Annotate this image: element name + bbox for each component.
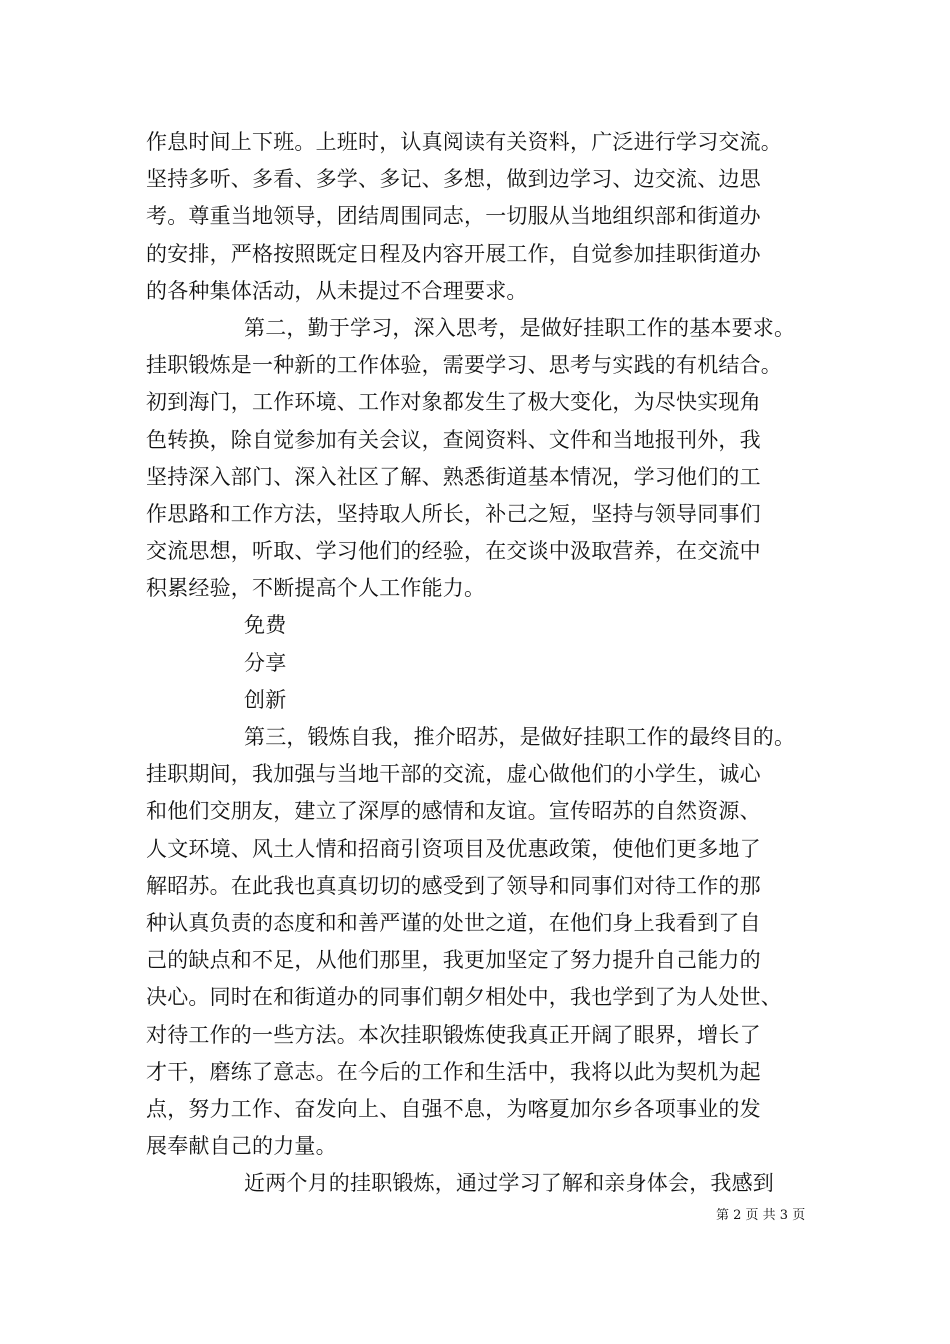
- short-word-line: 免费: [244, 613, 287, 638]
- text-line: 展奉献自己的力量。: [146, 1134, 337, 1159]
- short-word-line: 分享: [244, 650, 287, 675]
- text-line: 色转换，除自觉参加有关会议，查阅资料、文件和当地报刊外，我: [146, 427, 761, 452]
- text-line: 作息时间上下班。上班时，认真阅读有关资料，广泛进行学习交流。: [146, 130, 782, 154]
- paragraph-start-line: 第二，勤于学习，深入思考，是做好挂职工作的基本要求。: [244, 315, 796, 340]
- text-line: 挂职期间，我加强与当地干部的交流，虚心做他们的小学生，诚心: [146, 762, 761, 787]
- text-line: 考。尊重当地领导，团结周围同志，一切服从当地组织部和街道办: [146, 204, 761, 229]
- short-word-line: 创新: [244, 687, 287, 712]
- text-line: 坚持多听、多看、多学、多记、多想，做到边学习、边交流、边思: [146, 167, 761, 192]
- page-number-footer: 第 2 页 共 3 页: [716, 1208, 806, 1223]
- text-line: 人文环境、风土人情和招商引资项目及优惠政策，使他们更多地了: [146, 836, 761, 861]
- text-line: 决心。同时在和街道办的同事们朝夕相处中，我也学到了为人处世、: [146, 985, 782, 1010]
- body-text: [146, 124, 826, 1202]
- text-line: 对待工作的一些方法。本次挂职锻炼使我真正开阔了眼界，增长了: [146, 1022, 761, 1047]
- text-line: 挂职锻炼是一种新的工作体验，需要学习、思考与实践的有机结合。: [146, 353, 782, 378]
- text-line: 解昭苏。在此我也真真切切的感受到了领导和同事们对待工作的那: [146, 873, 761, 898]
- text-line: 和他们交朋友，建立了深厚的感情和友谊。宣传昭苏的自然资源、: [146, 799, 761, 824]
- text-line: 交流思想，听取、学习他们的经验，在交谈中汲取营养，在交流中: [146, 539, 761, 564]
- text-line: 点，努力工作、奋发向上、自强不息，为喀夏加尔乡各项事业的发: [146, 1096, 761, 1121]
- text-line: 才干，磨练了意志。在今后的工作和生活中，我将以此为契机为起: [146, 1059, 761, 1084]
- text-line: 的各种集体活动，从未提过不合理要求。: [146, 278, 528, 303]
- text-line: 积累经验，不断提高个人工作能力。: [146, 576, 486, 601]
- text-line: 种认真负责的态度和和善严谨的处世之道，在他们身上我看到了自: [146, 910, 761, 935]
- text-line: 坚持深入部门、深入社区了解、熟悉街道基本情况，学习他们的工: [146, 464, 761, 489]
- paragraph-start-line: 近两个月的挂职锻炼，通过学习了解和亲身体会，我感到: [244, 1171, 774, 1196]
- text-line: 的安排，严格按照既定日程及内容开展工作，自觉参加挂职街道办: [146, 241, 761, 266]
- text-line: 己的缺点和不足，从他们那里，我更加坚定了努力提升自己能力的: [146, 948, 761, 973]
- text-line: 作思路和工作方法，坚持取人所长，补己之短，坚持与领导同事们: [146, 501, 761, 526]
- paragraph-start-line: 第三，锻炼自我，推介昭苏，是做好挂职工作的最终目的。: [244, 725, 796, 749]
- text-line: 初到海门，工作环境、工作对象都发生了极大变化，为尽快实现角: [146, 390, 761, 415]
